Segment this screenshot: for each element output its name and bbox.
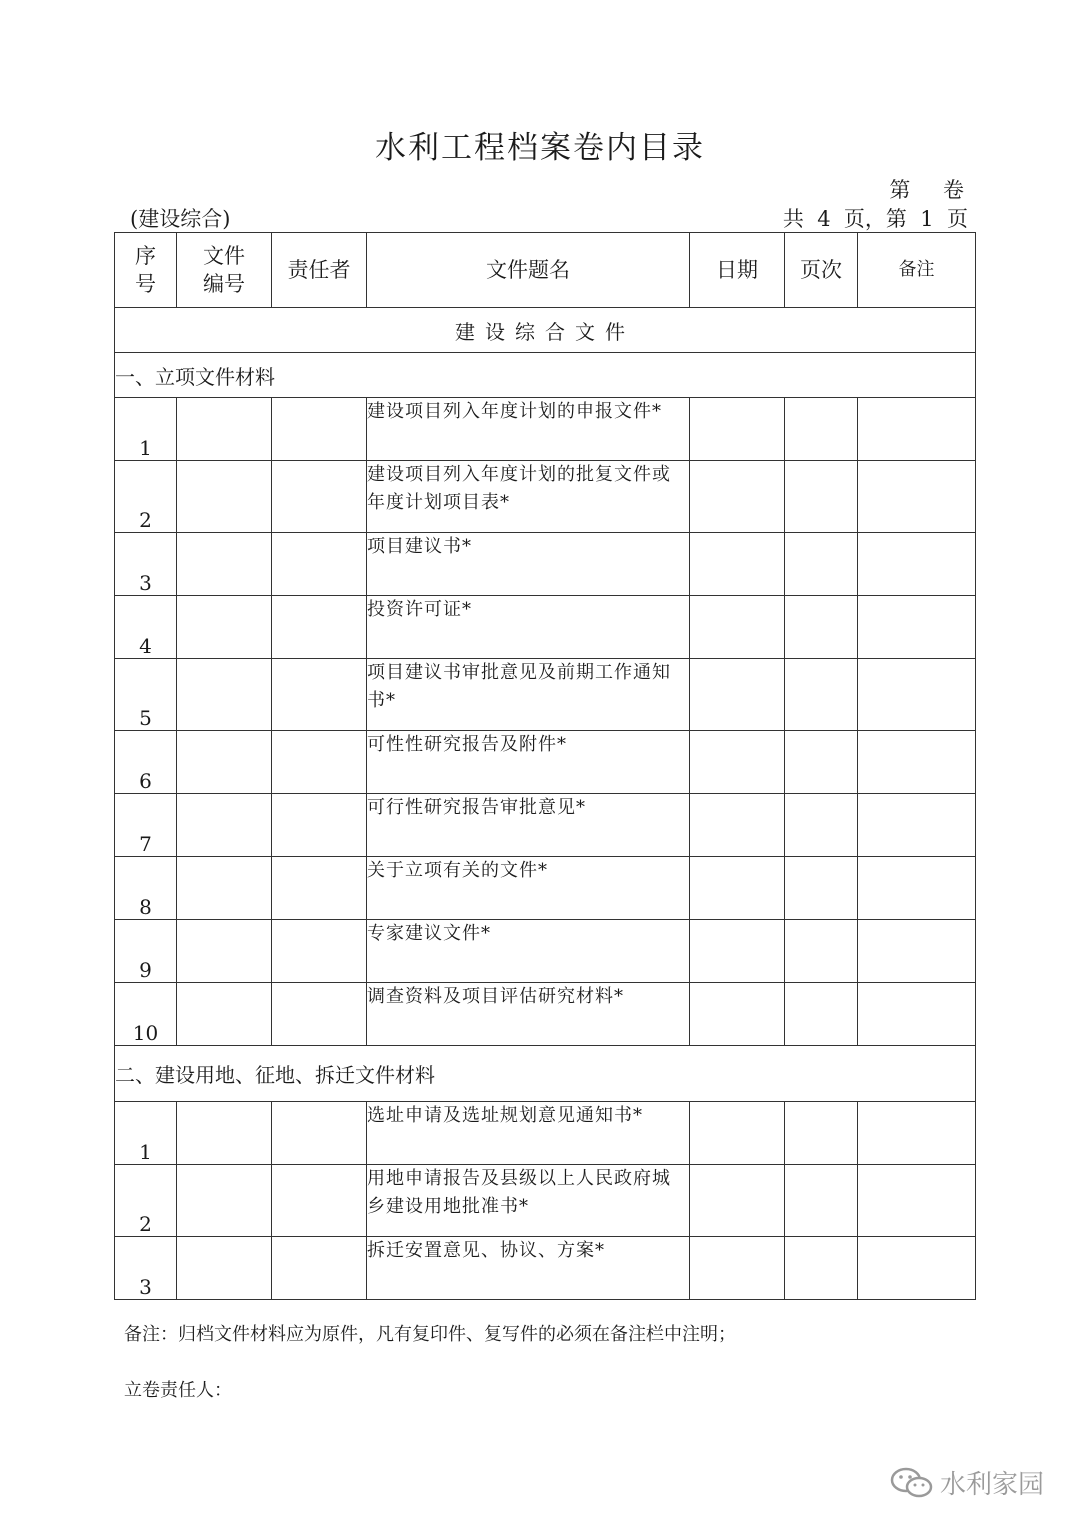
header-date: 日期 xyxy=(690,233,785,308)
row-page xyxy=(785,461,858,533)
wechat-icon xyxy=(890,1466,934,1500)
header-doc-no-line-1: 文件 xyxy=(203,244,245,268)
watermark-text: 水利家园 xyxy=(940,1470,1045,1500)
header-row xyxy=(115,233,976,308)
row-seq: 2 xyxy=(115,1165,177,1237)
row-owner xyxy=(272,983,367,1046)
row-date xyxy=(690,794,785,857)
header-seq-line-1: 序 xyxy=(135,244,156,268)
row-doc-name: 拆迁安置意见、协议、方案* xyxy=(367,1237,690,1300)
row-seq: 10 xyxy=(115,983,177,1046)
row-page xyxy=(785,659,858,731)
row-doc-no xyxy=(177,1237,272,1300)
row-owner xyxy=(272,920,367,983)
row-date xyxy=(690,983,785,1046)
row-remark xyxy=(858,1102,976,1165)
row-seq: 8 xyxy=(115,857,177,920)
row-seq: 9 xyxy=(115,920,177,983)
row-doc-no xyxy=(177,731,272,794)
row-page xyxy=(785,857,858,920)
table-row xyxy=(115,920,976,983)
row-page xyxy=(785,398,858,461)
section-title: 建设综合文件 xyxy=(115,308,976,353)
row-seq: 3 xyxy=(115,533,177,596)
table-row xyxy=(115,794,976,857)
table-row xyxy=(115,596,976,659)
header-seq xyxy=(115,233,177,308)
row-doc-name: 可性性研究报告及附件* xyxy=(367,731,690,794)
row-page xyxy=(785,1102,858,1165)
row-date xyxy=(690,1237,785,1300)
row-page xyxy=(785,920,858,983)
row-doc-no xyxy=(177,1102,272,1165)
row-seq: 1 xyxy=(115,1102,177,1165)
header-owner: 责任者 xyxy=(272,233,367,308)
row-page xyxy=(785,794,858,857)
row-doc-name: 投资许可证* xyxy=(367,596,690,659)
row-seq: 6 xyxy=(115,731,177,794)
row-doc-name: 选址申请及选址规划意见通知书* xyxy=(367,1102,690,1165)
row-page xyxy=(785,983,858,1046)
table-row xyxy=(115,857,976,920)
footnote: 备注：归档文件材料应为原件，凡有复印件、复写件的必须在备注栏中注明； xyxy=(124,1324,736,1345)
row-doc-no xyxy=(177,1165,272,1237)
row-date xyxy=(690,461,785,533)
row-owner xyxy=(272,596,367,659)
row-remark xyxy=(858,857,976,920)
row-doc-no xyxy=(177,857,272,920)
row-page xyxy=(785,1237,858,1300)
row-doc-no xyxy=(177,461,272,533)
row-seq: 2 xyxy=(115,461,177,533)
row-owner xyxy=(272,461,367,533)
header-remark: 备注 xyxy=(858,233,976,308)
row-remark xyxy=(858,533,976,596)
row-doc-no xyxy=(177,659,272,731)
row-remark xyxy=(858,1165,976,1237)
row-doc-name: 项目建议书* xyxy=(367,533,690,596)
table-row xyxy=(115,533,976,596)
section-row xyxy=(115,308,976,353)
row-owner xyxy=(272,1237,367,1300)
row-remark xyxy=(858,596,976,659)
table-row xyxy=(115,983,976,1046)
row-doc-name: 建设项目列入年度计划的申报文件* xyxy=(367,398,690,461)
table-row xyxy=(115,731,976,794)
table-row xyxy=(115,398,976,461)
row-date xyxy=(690,533,785,596)
row-seq: 3 xyxy=(115,1237,177,1300)
header-page: 页次 xyxy=(785,233,858,308)
row-remark xyxy=(858,920,976,983)
group-label: 一、立项文件材料 xyxy=(115,353,976,398)
row-owner xyxy=(272,659,367,731)
row-doc-no xyxy=(177,983,272,1046)
row-page xyxy=(785,596,858,659)
row-seq: 4 xyxy=(115,596,177,659)
row-page xyxy=(785,731,858,794)
group-label: 二、建设用地、征地、拆迁文件材料 xyxy=(115,1046,976,1102)
page-title: 水利工程档案卷内目录 xyxy=(375,130,705,166)
row-remark xyxy=(858,659,976,731)
row-owner xyxy=(272,857,367,920)
row-date xyxy=(690,1102,785,1165)
table-row xyxy=(115,1237,976,1300)
row-owner xyxy=(272,533,367,596)
row-seq: 5 xyxy=(115,659,177,731)
table-row xyxy=(115,461,976,533)
row-date xyxy=(690,398,785,461)
table-row xyxy=(115,1165,976,1237)
row-date xyxy=(690,731,785,794)
header-doc-no xyxy=(177,233,272,308)
row-date xyxy=(690,857,785,920)
row-doc-no xyxy=(177,596,272,659)
row-remark xyxy=(858,398,976,461)
table-row xyxy=(115,1102,976,1165)
group-row xyxy=(115,353,976,398)
row-seq: 1 xyxy=(115,398,177,461)
row-remark xyxy=(858,731,976,794)
catalog-table xyxy=(114,232,976,1300)
row-doc-no xyxy=(177,398,272,461)
row-owner xyxy=(272,731,367,794)
row-doc-name: 可行性研究报告审批意见* xyxy=(367,794,690,857)
row-remark xyxy=(858,461,976,533)
row-owner xyxy=(272,1102,367,1165)
row-page xyxy=(785,533,858,596)
row-doc-name: 项目建议书审批意见及前期工作通知书* xyxy=(367,659,690,731)
row-doc-name: 关于立项有关的文件* xyxy=(367,857,690,920)
header-doc-no-line-2: 编号 xyxy=(203,272,245,296)
row-page xyxy=(785,1165,858,1237)
row-remark xyxy=(858,1237,976,1300)
row-doc-name: 建设项目列入年度计划的批复文件或年度计划项目表* xyxy=(367,461,690,533)
header-name: 文件题名 xyxy=(367,233,690,308)
volume-label: 第 卷 xyxy=(889,178,964,202)
catalog-category: (建设综合) xyxy=(130,207,231,231)
row-doc-name: 调查资料及项目评估研究材料* xyxy=(367,983,690,1046)
row-date xyxy=(690,1165,785,1237)
signer-label: 立卷责任人： xyxy=(124,1380,232,1401)
row-owner xyxy=(272,794,367,857)
row-remark xyxy=(858,983,976,1046)
row-date xyxy=(690,920,785,983)
row-owner xyxy=(272,1165,367,1237)
row-doc-no xyxy=(177,533,272,596)
row-owner xyxy=(272,398,367,461)
header-seq-line-2: 号 xyxy=(135,272,156,296)
row-seq: 7 xyxy=(115,794,177,857)
row-date xyxy=(690,596,785,659)
row-remark xyxy=(858,794,976,857)
page-info: 共 4 页，第 1 页 xyxy=(782,207,968,231)
row-doc-no xyxy=(177,920,272,983)
row-date xyxy=(690,659,785,731)
group-row xyxy=(115,1046,976,1102)
row-doc-no xyxy=(177,794,272,857)
catalog-body xyxy=(115,308,976,1300)
watermark xyxy=(890,1464,1044,1501)
row-doc-name: 用地申请报告及县级以上人民政府城乡建设用地批准书* xyxy=(367,1165,690,1237)
row-doc-name: 专家建议文件* xyxy=(367,920,690,983)
table-row xyxy=(115,659,976,731)
